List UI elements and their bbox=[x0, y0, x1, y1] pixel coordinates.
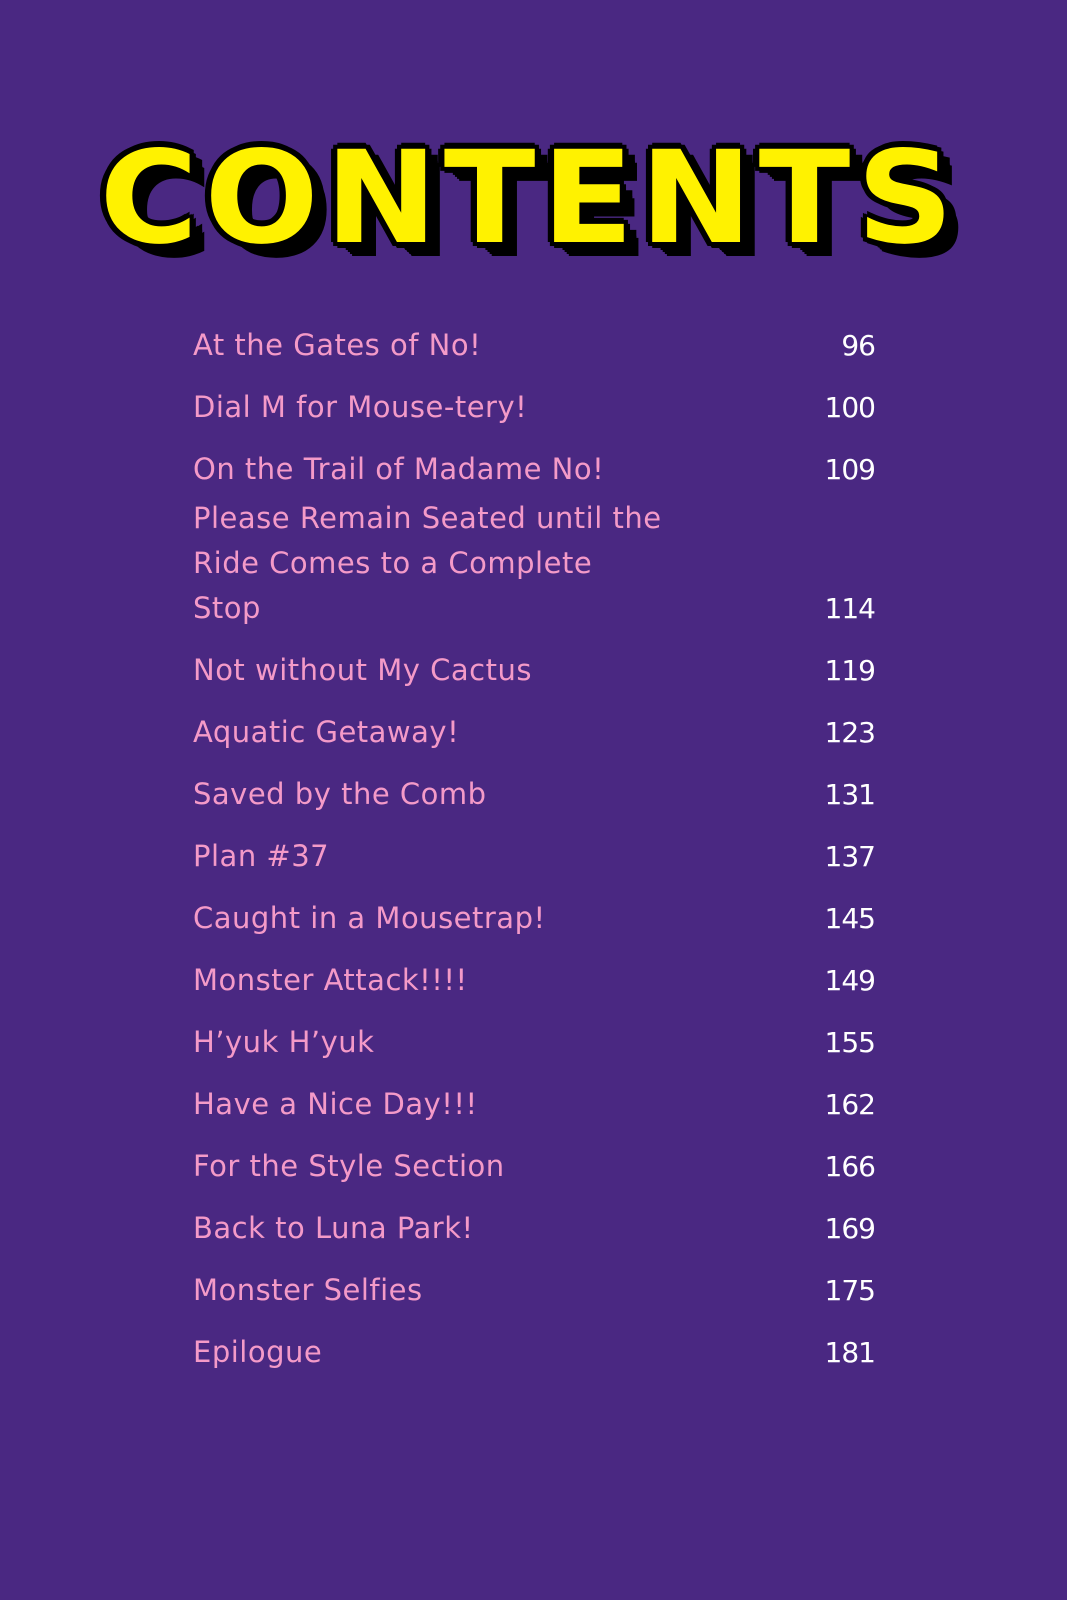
toc-entry-page: 123 bbox=[824, 716, 875, 749]
toc-entry[interactable] bbox=[193, 635, 875, 697]
toc-entry-title: Dial M for Mouse-tery! bbox=[193, 390, 528, 424]
toc-entry-page: 109 bbox=[824, 453, 875, 486]
toc-entry[interactable] bbox=[193, 697, 875, 759]
toc-entry-title: H’yuk H’yuk bbox=[193, 1025, 375, 1059]
toc-entry-title: Epilogue bbox=[193, 1335, 323, 1369]
toc-entry-page: 100 bbox=[824, 391, 875, 424]
toc-entry-title: Back to Luna Park! bbox=[193, 1211, 474, 1245]
toc-entry[interactable] bbox=[193, 1317, 875, 1379]
toc-entry-page: 114 bbox=[824, 592, 875, 625]
page-title: CONTENTS bbox=[99, 124, 961, 273]
toc-entry-page: 96 bbox=[841, 329, 875, 362]
toc-entry-title: Caught in a Mousetrap! bbox=[193, 901, 546, 935]
toc-entry-title: Plan #37 bbox=[193, 839, 330, 873]
toc-entry-title: Aquatic Getaway! bbox=[193, 715, 460, 749]
toc-entry-page: 149 bbox=[824, 964, 875, 997]
toc-entry[interactable] bbox=[193, 821, 875, 883]
toc-entry-title: At the Gates of No! bbox=[193, 328, 482, 362]
toc-entry-page: 155 bbox=[824, 1026, 875, 1059]
toc-entry-page: 181 bbox=[824, 1336, 875, 1369]
toc-entry-title: Monster Selfies bbox=[193, 1273, 423, 1307]
toc-entry[interactable] bbox=[193, 883, 875, 945]
toc-entry[interactable] bbox=[193, 434, 875, 496]
toc-entry-title: Monster Attack!!!! bbox=[193, 963, 468, 997]
toc-entry-title: Please Remain Seated until the Ride Comes to a Complete Stop bbox=[193, 501, 662, 625]
toc-entry[interactable] bbox=[193, 1007, 875, 1069]
toc-entry[interactable] bbox=[193, 1255, 875, 1317]
toc-entry[interactable] bbox=[193, 496, 875, 635]
toc-entry-page: 137 bbox=[824, 840, 875, 873]
toc-entry-page: 119 bbox=[824, 654, 875, 687]
toc-entry-page: 162 bbox=[824, 1088, 875, 1121]
toc-entry[interactable] bbox=[193, 945, 875, 1007]
toc-entry-page: 145 bbox=[824, 902, 875, 935]
table-of-contents bbox=[193, 310, 875, 1379]
toc-entry-page: 169 bbox=[824, 1212, 875, 1245]
title-banner bbox=[30, 124, 1030, 273]
toc-entry-title: Not without My Cactus bbox=[193, 653, 532, 687]
toc-entry[interactable] bbox=[193, 1193, 875, 1255]
toc-entry-page: 166 bbox=[824, 1150, 875, 1183]
toc-entry-title: Saved by the Comb bbox=[193, 777, 487, 811]
toc-entry-title: For the Style Section bbox=[193, 1149, 505, 1183]
toc-entry[interactable] bbox=[193, 310, 875, 372]
toc-entry[interactable] bbox=[193, 1131, 875, 1193]
toc-entry[interactable] bbox=[193, 759, 875, 821]
toc-entry-page: 131 bbox=[824, 778, 875, 811]
toc-entry-page: 175 bbox=[824, 1274, 875, 1307]
toc-entry[interactable] bbox=[193, 1069, 875, 1131]
toc-entry-title: Have a Nice Day!!! bbox=[193, 1087, 478, 1121]
toc-entry[interactable] bbox=[193, 372, 875, 434]
toc-entry-title: On the Trail of Madame No! bbox=[193, 452, 605, 486]
